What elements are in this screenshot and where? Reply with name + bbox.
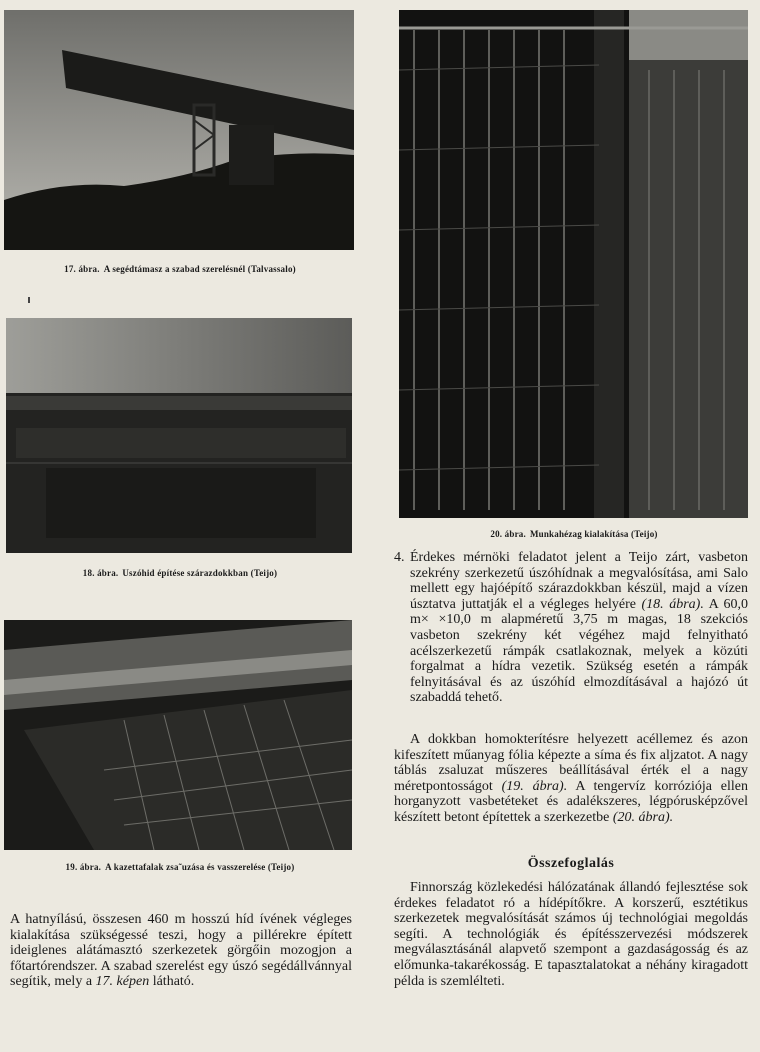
paragraph-text: A dokkban homokterítésre helyezett acéllemez és azon kifeszített műanyag fólia képezte a síma és fix aljzatot. A nagy táblás zsaluzat műszeres beállításával érték el a nagy méretpontosságot [394,732,748,794]
summary-heading: Összefoglalás [527,856,615,871]
figure-18-caption [10,568,350,578]
caption-text: Uszóhid építése szárazdokkban (Teijo) [122,568,278,578]
figure-17-caption [10,264,350,274]
paragraph-text: Érdekes mérnöki feladatot jelent a Teijo zárt, vasbeton szekrény szerkezetű úszóhídnak a megvalósítása, ami Salo mellett egy hajóépítő szárazdokkban készül, majd a vízen úsztatva juttatják el a végleges helyére [410,550,748,612]
figure-number: 19. ábra. [65,862,102,872]
figure-reference: (18. ábra). [641,596,704,612]
left-paragraph [10,912,352,990]
paragraph-text: látható. [152,974,195,990]
figure-17-photo [4,10,354,250]
margin-mark [28,297,30,303]
figure-19-caption [10,862,350,872]
dock-paragraph [394,732,748,826]
figure-18-photo [6,318,352,553]
item-4-paragraph [410,550,748,706]
figure-20-caption [400,529,748,539]
paragraph-text: Finnország közlekedési hálózatának állandó fejlesztése sok érdekes feladatot ró a hídépítőkre. A korszerű, esztétikus szerkezetek megvalósítását számos új technológiai megoldás segíti. A technológiák és építésszervezési módszerek megválasztásánál alapvető szempont a gazdaságosság és az előmunka-takarékosság. E tapasztalatokat a néhány kiragadott példa is szemlélteti. [394,880,748,989]
figure-number: 20. ábra. [490,529,526,539]
paragraph-text: A 60,0 m× ×10,0 m alapméretű 3,75 m magas, 18 szekciós vasbeton szekrény két végéhez majd felnyitható acélszerkezetű rámpák csatlakoznak, melyek a közúti forgalmat a hídra vezetik. Szükség esetén a rámpák felnyitásával és az úszóhíd elmozdításával a hajózó út szabaddá tehető. [410,596,748,706]
figure-reference: 17. képen [95,974,150,990]
figure-reference: (19. ábra). [501,778,568,794]
figure-number: 18. ábra. [82,568,119,578]
caption-text: A segédtámasz a szabad szerelésnél (Talvassalo) [103,264,296,274]
paragraph-text: A hatnyílású, összesen 460 m hosszú híd ívének végleges kialakítása szükségessé teszi, hogy a pillérekre épített ideiglenes alátámasztó szerkezetek görgőin mozogjon a főtartórendszer. A szabad szerelést egy úszó segédállvánnyal segítik, mely a [10,912,352,990]
paragraph-text: A tengervíz korróziója ellen horganyzott vasbetéteket és adalékszeres, légpórusképzővel készített betont építettek a szerkezetbe [394,778,748,825]
figure-number: 17. ábra. [64,264,100,274]
figure-20-photo [399,10,748,518]
figure-19-photo [4,620,352,850]
caption-text: Munkahézag kialakítása (Teijo) [529,529,658,539]
figure-reference: (20. ábra). [612,809,674,825]
list-item-number: 4. [394,550,405,565]
summary-paragraph [394,880,748,989]
caption-text: A kazettafalak zsa˜uzása és vasszerelése (Teijo) [105,862,295,872]
